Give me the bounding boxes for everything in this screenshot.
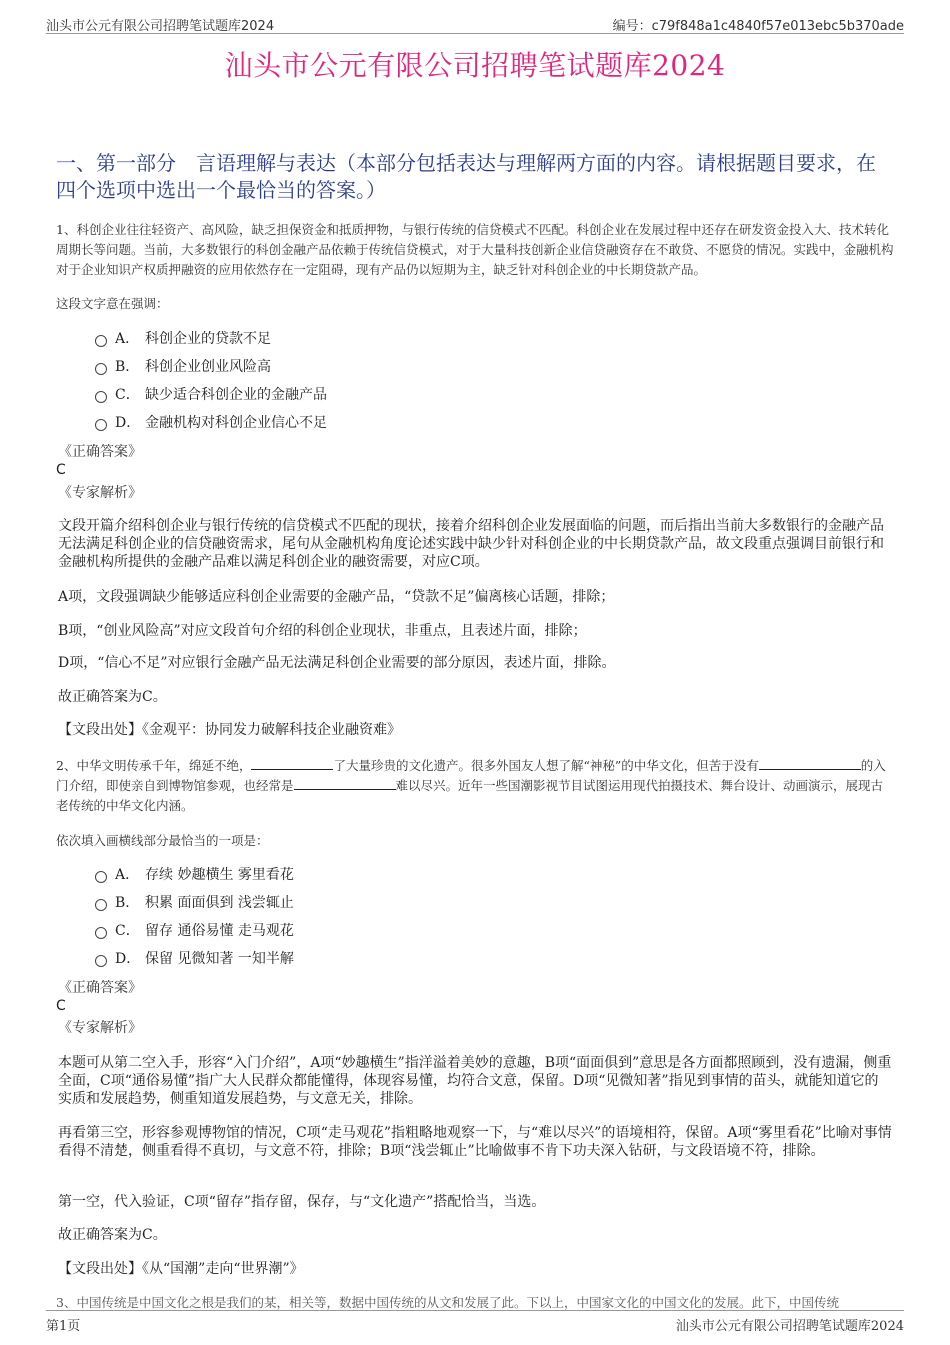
header-code: 编号：c79f848a1c4840f57e013ebc5b370ade [612,19,904,34]
question-2-analysis-para: 再看第三空，形容参观博物馆的情况，C项“走马观花”指粗略地观察一下，与“难以尽兴”的语境相符，保留。A项“雾里看花”比喻对事情看得不清楚，侧重看得不真切，与文意不符，排除；B项“浅尝辄止”比喻做事不肯下功夫深入钻研，与文段语境不符，排除。 [58,1125,892,1159]
radio-icon[interactable] [95,335,107,347]
option-text: 留存 通俗易懂 走马观花 [145,923,294,939]
question-2-prompt: 依次填入画横线部分最恰当的一项是： [56,833,269,848]
option-letter: C． [115,923,140,939]
question-1-stem: 1、科创企业往往轻资产、高风险，缺乏担保资金和抵质押物，与银行传统的信贷模式不匹配。科创企业在发展过程中还存在研发资金投入大、技术转化周期长等问题。当前，大多数银行的科创金融产品依赖于传统信贷模式，对于大量科技创新企业信贷融资存在不敢贷、不愿贷的情况。实践中，金融机构对于企业知识产权质押融资的应用依然存在一定阻碍，现有产品仍以短期为主，缺乏针对科创企业的中长期贷款产品。 [56,222,894,277]
option-letter: D． [115,951,141,967]
option-letter: B． [115,895,140,911]
question-1-option-c[interactable] [95,385,327,405]
question-1-option-a[interactable] [95,329,271,349]
cut-off-next-question: 3、中国传统是中国文化之根是我们的某，相关等，数据中国传统的从文和发展了此。下以上，中国家文化的中国文化的发展。此下，中国传统 [56,1295,839,1310]
footer-title: 汕头市公元有限公司招聘笔试题库2024 [675,1319,904,1334]
stem-part: 了大量珍贵的文化遗产。很多外国友人想了解“神秘”的中华文化，但苦于没有 [333,758,759,773]
question-1-analysis-para: D项，“信心不足”对应银行金融产品无法满足科创企业需要的部分原因，表述片面，排除。 [58,655,616,671]
radio-icon[interactable] [95,927,107,939]
question-1-analysis-para: A项，文段强调缺少能够适应科创企业需要的金融产品，“贷款不足”偏离核心话题，排除； [58,589,615,605]
question-1-analysis-label: 《专家解析》 [58,485,142,501]
question-2-analysis-para: 故正确答案为C。 [58,1227,167,1243]
option-letter: C． [115,387,140,403]
stem-part: 2、中华文明传承千年，绵延不绝， [56,758,252,773]
question-1-option-d[interactable] [95,413,327,433]
option-text: 金融机构对科创企业信心不足 [145,415,327,431]
stem-part: 的入门介绍，即使亲自到博物馆参观，也经常是 [56,758,886,793]
question-2-analysis-label: 《专家解析》 [58,1020,142,1036]
question-1-answer: C [56,462,66,478]
radio-icon[interactable] [95,391,107,403]
option-text: 科创企业创业风险高 [145,359,271,375]
question-2-analysis-para: 本题可从第二空入手，形容“入门介绍”，A项“妙趣横生”指洋溢着美妙的意趣，B项“面面俱到”意思是各方面都照顾到，没有遗漏，侧重全面，C项“通俗易懂”指广大人民群众都能懂得，体现容易懂，均符合文意，保留。D项“见微知著”指见到事情的苗头，就能知道它的实质和发展趋势，侧重知道发展趋势，与文意无关，排除。 [58,1055,892,1107]
radio-icon[interactable] [95,955,107,967]
option-text: 缺少适合科创企业的金融产品 [145,387,327,403]
radio-icon[interactable] [95,363,107,375]
header-title: 汕头市公元有限公司招聘笔试题库2024 [46,19,275,34]
page-header [46,13,904,34]
option-text: 科创企业的贷款不足 [145,331,271,347]
option-text: 积累 面面俱到 浅尝辄止 [145,895,294,911]
page-footer [46,1310,904,1334]
option-text: 保留 见微知著 一知半解 [145,951,294,967]
question-2-source: 【文段出处】《从“国潮”走向“世界潮”》 [58,1261,304,1277]
question-2-option-a[interactable] [95,865,294,885]
fill-blank-3 [294,777,396,790]
question-1-analysis-para: 故正确答案为C。 [58,689,167,705]
question-2-option-c[interactable] [95,921,294,941]
question-2-answer-label: 《正确答案》 [58,980,142,996]
option-letter: A． [115,331,140,347]
page-number: 第1页 [46,1319,81,1334]
fill-blank-1 [251,757,333,770]
option-text: 存续 妙趣横生 雾里看花 [145,867,294,883]
radio-icon[interactable] [95,419,107,431]
question-1-prompt: 这段文字意在强调： [56,296,169,311]
question-1-option-b[interactable] [95,357,271,377]
radio-icon[interactable] [95,871,107,883]
document-title: 汕头市公元有限公司招聘笔试题库2024 [224,49,726,82]
section-heading: 一、第一部分 言语理解与表达（本部分包括表达与理解两方面的内容。请根据题目要求，在四个选项中选出一个最恰当的答案。） [56,151,876,202]
fill-blank-2 [759,757,861,770]
option-letter: A． [115,867,140,883]
question-2-stem [56,756,894,816]
question-1-analysis-para: 文段开篇介绍科创企业与银行传统的信贷模式不匹配的现状，接着介绍科创企业发展面临的问题，而后指出当前大多数银行的金融产品无法满足科创企业的信贷融资需求，尾句从金融机构角度论述实践中缺少针对科创企业的中长期贷款产品，故文段重点强调目前银行和金融机构所提供的金融产品难以满足科创企业的融资需要，对应C项。 [58,518,884,570]
question-2-option-b[interactable] [95,893,294,913]
option-letter: B． [115,359,140,375]
question-1-source: 【文段出处】《金观平：协同发力破解科技企业融资难》 [58,722,401,738]
question-2-answer: C [56,998,66,1014]
question-2-option-d[interactable] [95,949,294,969]
question-1-answer-label: 《正确答案》 [58,444,142,460]
radio-icon[interactable] [95,899,107,911]
question-2-analysis-para: 第一空，代入验证，C项“留存”指存留，保存，与“文化遗产”搭配恰当，当选。 [58,1194,546,1210]
question-1-analysis-para: B项，“创业风险高”对应文段首句介绍的科创企业现状，非重点，且表述片面，排除； [58,623,587,639]
stem-part: 难以尽兴。近年一些国潮影视节目试图运用现代拍摄技术、舞台设计、动画演示，展现古老传统的中华文化内涵。 [56,778,884,813]
option-letter: D． [115,415,141,431]
